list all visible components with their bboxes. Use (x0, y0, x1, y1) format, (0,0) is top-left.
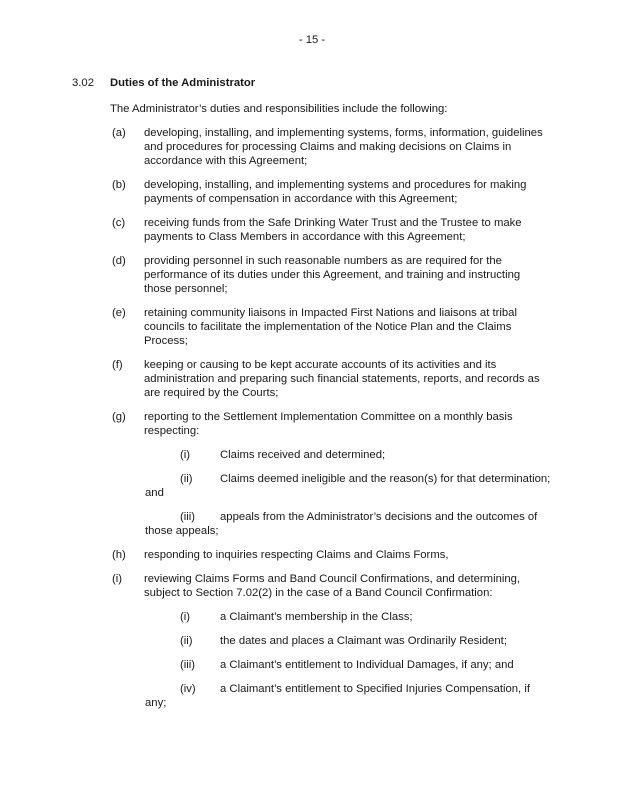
subitem-label: (i) (180, 449, 191, 461)
section-number: 3.02 (72, 77, 94, 89)
item-label: (b) (112, 179, 126, 191)
list-item-c (112, 216, 624, 244)
list-item-h (112, 548, 624, 562)
sub-list-item-i-iv (145, 682, 575, 710)
item-text: developing, installing, and implementing systems and procedures for making payments of compensation in accordance with this Agreement; (144, 179, 527, 205)
subitem-text: a Claimant’s entitlement to Specified Injuries Compensation, if any; (145, 683, 530, 709)
item-text: retaining community liaisons in Impacted First Nations and liaisons at tribal councils to facilitate the implementation of the Notice Plan and the Claims Process; (144, 307, 517, 347)
intro-paragraph: The Administrator’s duties and responsibilities include the following: (110, 103, 448, 115)
item-label: (g) (112, 411, 126, 423)
item-label: (a) (112, 127, 126, 139)
item-label: (i) (112, 573, 123, 585)
item-label: (e) (112, 307, 126, 319)
subitem-label: (iv) (180, 683, 196, 695)
subitem-label: (ii) (180, 635, 193, 647)
sub-list-item-i-i (145, 610, 575, 624)
list-item-d (112, 254, 624, 296)
item-label: (d) (112, 255, 126, 267)
item-text: providing personnel in such reasonable numbers as are required for the performance of its duties under this Agreement, and training and instructing those personnel; (144, 255, 521, 295)
page-number: - 15 - (298, 34, 326, 46)
subitem-label: (ii) (180, 473, 193, 485)
list-item-e (112, 306, 624, 348)
subitem-text: the dates and places a Claimant was Ordinarily Resident; (220, 635, 507, 647)
sub-list-item-i-iii (145, 658, 575, 672)
section-heading (72, 76, 624, 90)
item-text: reviewing Claims Forms and Band Council Confirmations, and determining, subject to Section 7.02(2) in the case of a Band Council Confirmation: (144, 573, 521, 599)
subitem-label: (iii) (180, 659, 196, 671)
item-label: (f) (112, 359, 123, 371)
subitem-text: a Claimant’s membership in the Class; (220, 611, 413, 623)
item-text: reporting to the Settlement Implementation Committee on a monthly basis respecting: (144, 411, 513, 437)
subitem-label: (iii) (180, 511, 196, 523)
list-item-i (112, 572, 624, 600)
subitem-text: Claims deemed ineligible and the reason(s) for that determination; and (145, 473, 551, 499)
subitem-text: Claims received and determined; (220, 449, 386, 461)
section-title: Duties of the Administrator (110, 77, 256, 89)
list-item-f (112, 358, 624, 400)
sub-list-item-g-ii (145, 472, 575, 500)
item-label: (h) (112, 549, 126, 561)
sub-list-item-g-iii (145, 510, 575, 538)
sub-list-item-g-i (145, 448, 575, 462)
subitem-text: a Claimant’s entitlement to Individual Damages, if any; and (220, 659, 514, 671)
item-text: responding to inquiries respecting Claims and Claims Forms, (144, 549, 449, 561)
item-text: receiving funds from the Safe Drinking Water Trust and the Trustee to make payments to Class Members in accordance with this Agreement; (144, 217, 522, 243)
list-item-b (112, 178, 624, 206)
subitem-text: appeals from the Administrator’s decisions and the outcomes of those appeals; (145, 511, 538, 537)
sub-list-item-i-ii (145, 634, 575, 648)
item-text: keeping or causing to be kept accurate accounts of its activities and its administration and preparing such financial statements, reports, and records as are required by the Courts; (144, 359, 540, 399)
list-item-a (112, 126, 624, 168)
item-text: developing, installing, and implementing systems, forms, information, guidelines and procedures for processing Claims and making decisions on Claims in accordance with this Agreement; (144, 127, 543, 167)
list-item-g (112, 410, 624, 438)
subitem-label: (i) (180, 611, 191, 623)
item-label: (c) (112, 217, 126, 229)
